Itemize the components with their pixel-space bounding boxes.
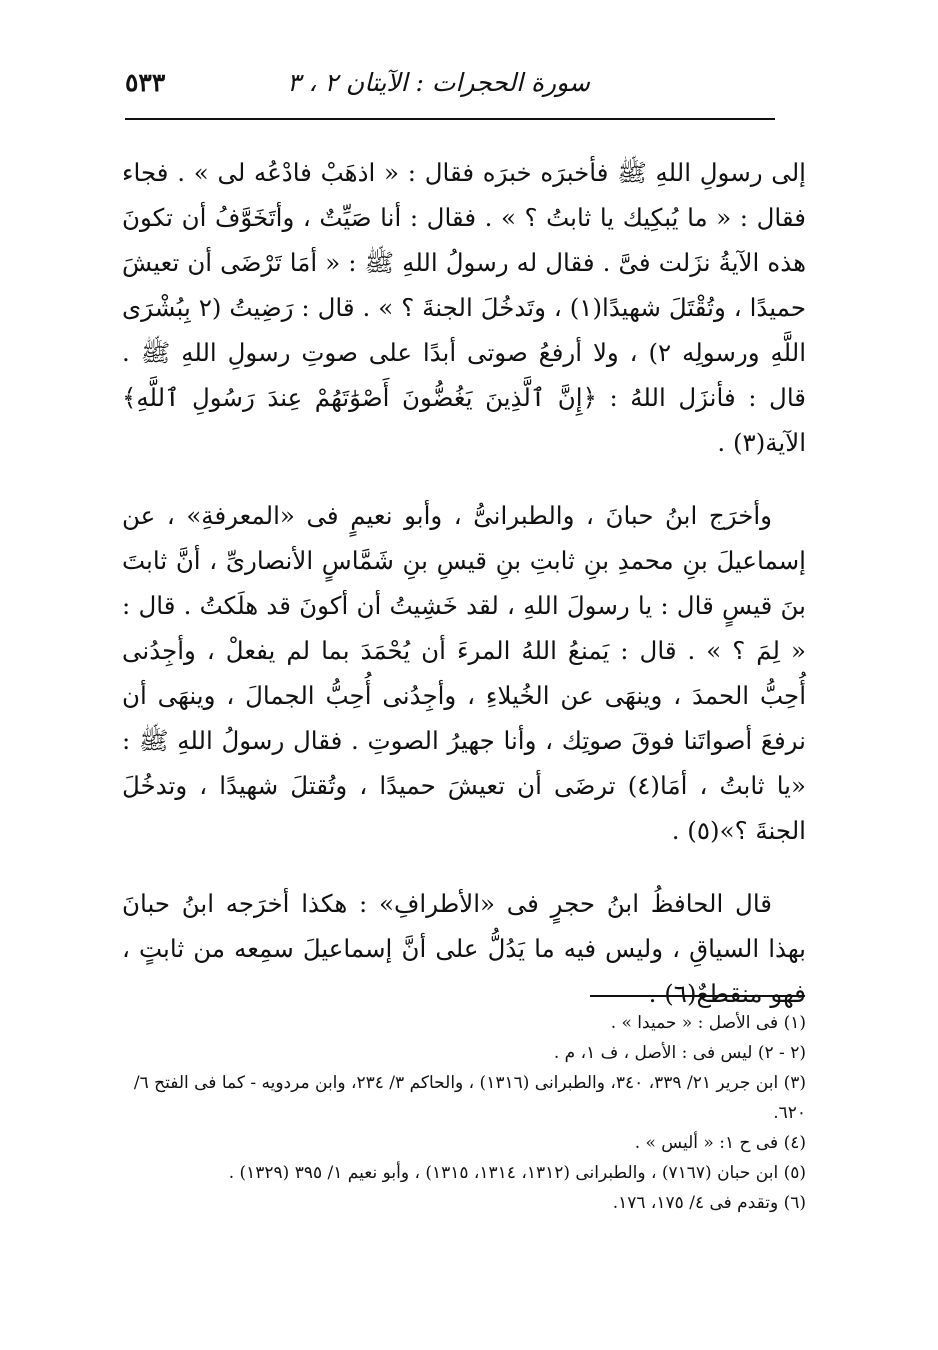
footnote: (٦) وتقدم فى ٤/ ١٧٥، ١٧٦. xyxy=(612,1193,806,1213)
paragraph: إلى رسولِ اللهِ ﷺ فأخبرَه خبرَه فقال : « اذهَبْ فادْعُه لى » . فجاء فقال : « ما يُبكِيك يا ثابتُ ؟ » . فقال : أنا صَيِّتٌ ، وأتَخَوَّفُ أن تكونَ هذه الآيةُ نزَلت فىَّ . فقال له رسولُ اللهِ ﷺ : « أمَا تَرْضَى أن تعيشَ حميدًا ، وتُقْتَلَ شهيدًا(١) ، وتَدخُلَ الجنةَ ؟ » . قال : رَضِيتُ (٢ بِبُشْرَى اللَّهِ ورسولِه ٢) ، ولا أرفعُ صوتى أبدًا على صوتِ رسولِ اللهِ ﷺ . قال : فأنزَل اللهُ : ﴿إِنَّ ٱلَّذِينَ يَغُضُّونَ أَصْوَٰتَهُمْ عِندَ رَسُولِ ٱللَّهِ﴾ الآية(٣) . xyxy=(122,158,807,457)
header-rule xyxy=(125,118,775,120)
main-text xyxy=(122,150,806,1044)
footnote: (٤) فى ح ١: « أليس » . xyxy=(634,1133,806,1153)
footnote: (٣) ابن جرير ٢١/ ٣٣٩، ٣٤٠، والطبرانى (١٣١٦) ، والحاكم ٣/ ٢٣٤، وابن مردويه - كما فى الفتح ٦/ ٦٢٠. xyxy=(133,1073,806,1123)
footnote: (١) فى الأصل : « حميدا » . xyxy=(610,1013,806,1033)
page-header xyxy=(125,68,775,112)
footnote: (٥) ابن حبان (٧١٦٧) ، والطبرانى (١٣١٢، ١٣١٤، ١٣١٥) ، وأبو نعيم ١/ ٣٩٥ (١٣٢٩) . xyxy=(228,1163,806,1183)
page-number: ٥٣٣ xyxy=(125,68,166,97)
paragraph: وأخرَج ابنُ حبانَ ، والطبرانىُّ ، وأبو نعيمٍ فى «المعرفةِ» ، عن إسماعيلَ بنِ محمدِ بنِ ثابتِ بنِ قيسِ بنِ شَمَّاسٍ الأنصارىِّ ، أنَّ ثابتَ بنَ قيسٍ قال : يا رسولَ اللهِ ، لقد خَشِيتُ أن أكونَ قد هلَكتُ . قال : « لِمَ ؟ » . قال : يَمنعُ اللهُ المرءَ أن يُحْمَدَ بما لم يفعلْ ، وأجِدُنى أُحِبُّ الحمدَ ، وينهَى عن الخُيلاءِ ، وأجِدُنى أُحِبُّ الجمالَ ، وينهَى أن نرفعَ أصواتَنا فوقَ صوتِك ، وأنا جهيرُ الصوتِ . فقال رسولُ اللهِ ﷺ : «يا ثابتُ ، أمَا(٤) ترضَى أن تعيشَ حميدًا ، وتُقتلَ شهيدًا ، وتدخُلَ الجنةَ ؟»(٥) . xyxy=(122,501,806,845)
footnote: (٢ - ٢) ليس فى : الأصل ، ف ١، م . xyxy=(553,1043,806,1063)
footnote-separator xyxy=(590,995,805,997)
paragraph: قال الحافظُ ابنُ حجرٍ فى «الأطرافِ» : هكذا أخرَجه ابنُ حبانَ بهذا السياقِ ، وليس فيه ما يَدُلُّ على أنَّ إسماعيلَ سمِعه من ثابتٍ ، فهو منقطعٌ(٦) . xyxy=(122,889,806,1008)
footnotes xyxy=(122,1008,806,1218)
running-title: سورة الحجرات : الآيتان ٢ ، ٣ xyxy=(287,68,590,97)
